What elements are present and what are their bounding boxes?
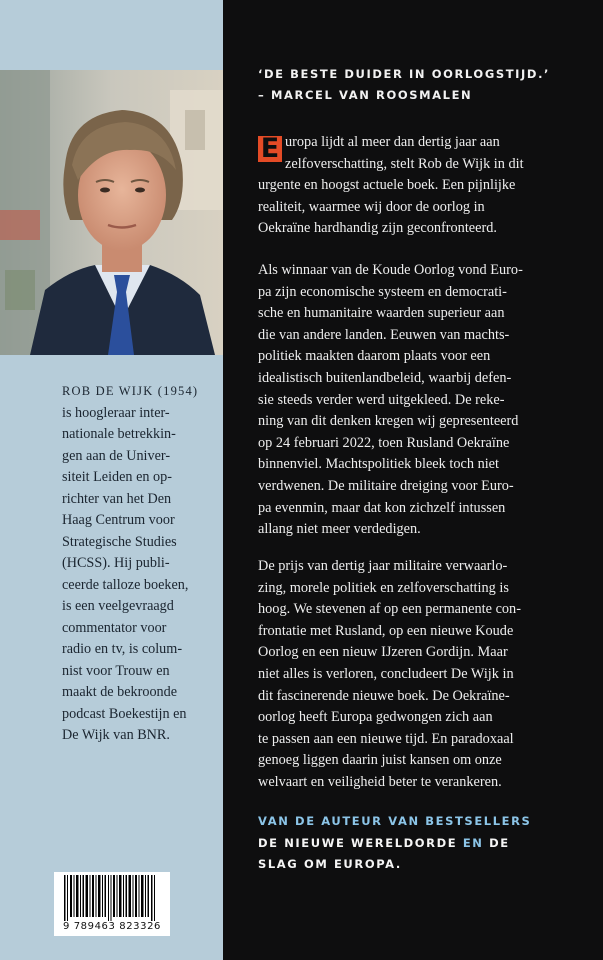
text-line: sie steeds verder werd uitgekleed. De reke- [258, 391, 505, 408]
bio-line: (HCSS). Hij publi- [62, 555, 170, 571]
review-quote [258, 64, 578, 106]
quote-attribution: – MARCEL VAN ROOSMALEN [258, 88, 473, 102]
text-line: politiek maakten daarom plaats voor een [258, 348, 491, 365]
barcode [54, 872, 170, 936]
dropcap-letter: E [260, 133, 280, 164]
text-line: idealistisch buitenlandbeleid, waarbij defen- [258, 369, 512, 386]
text-line: zing, morele politiek en zelfoverschatting is [258, 579, 509, 596]
text-line: oorlog heeft Europa gedwongen zich aan [258, 709, 493, 726]
text-line: realiteit, waarmee wij door de oorlog in [258, 198, 485, 215]
barcode-icon [54, 872, 170, 922]
text-line: niet alles is verloren, concludeert De Wijk in [258, 665, 514, 682]
text-line: verdwenen. De militaire dreiging voor Euro- [258, 477, 514, 494]
paragraph-cold-war [258, 260, 583, 541]
bio-line: maakt de bekroonde [62, 684, 178, 700]
text-line: frontatie met Rusland, op een nieuwe Koude [258, 622, 514, 639]
bio-line: Strategische Studies [62, 533, 177, 550]
paragraph-intro [258, 132, 583, 240]
quote-text: ‘DE BESTE DUIDER IN OORLOGSTIJD.’ [258, 67, 551, 81]
text-line: uropa lijdt al meer dan dertig jaar aan [285, 134, 500, 150]
footer-tagline [258, 811, 588, 876]
footer-line [258, 833, 588, 855]
text-line: binnenviel. Machtspolitiek bleek toch niet [258, 456, 500, 473]
bio-line: gen aan de Univer- [62, 447, 171, 464]
text-line: te passen aan een nieuwe tijd. En paradoxaal [258, 730, 514, 747]
bio-line: richter van het Den [62, 490, 172, 507]
text-line: hoog. We stevenen af op een permanente con- [258, 601, 521, 618]
author-photo [0, 70, 223, 355]
text-line: Oekraïne hardhandig zijn geconfronteerd. [258, 220, 497, 237]
bio-line: nist voor Trouw en [62, 662, 170, 679]
text-line: pa zijn economische systeem en democrati- [258, 283, 507, 300]
bio-line: radio en tv, is colum- [62, 641, 183, 657]
bio-line: Haag Centrum voor [62, 512, 175, 528]
bio-line: ROB DE WIJK (1954) [62, 384, 199, 398]
text-line: op 24 februari 2022, toen Rusland Oekraïne [258, 434, 510, 451]
footer-title-2a: DE [489, 835, 510, 850]
footer-line: VAN DE AUTEUR VAN BESTSELLERS [258, 814, 532, 828]
footer-title-2b: SLAG OM EUROPA. [258, 857, 402, 871]
text-line: sche en humanitaire waarden superieur aan [258, 305, 505, 322]
text-line: Oorlog en een nieuw IJzeren Gordijn. Maar [258, 644, 508, 661]
bio-line: podcast Boekestijn en [62, 705, 187, 722]
bio-line: De Wijk van BNR. [62, 727, 170, 743]
footer-connector: EN [457, 835, 490, 850]
text-line: zelfoverschatting, stelt Rob de Wijk in dit [285, 155, 524, 172]
text-line: urgente en hoogst actuele boek. Een pijnlijke [258, 177, 516, 194]
text-line: allang niet meer verdedigen. [258, 521, 421, 538]
text-line: dit fascinerende nieuwe boek. De Oekraïne- [258, 687, 510, 704]
text-line: Als winnaar van de Koude Oorlog vond Euro- [258, 262, 523, 278]
text-line: ning van dit denken kregen wij gepresenteerd [258, 413, 519, 430]
author-portrait-icon [0, 70, 223, 355]
paragraph-price [258, 556, 583, 794]
bio-line: commentator voor [62, 619, 167, 636]
text-line: De prijs van dertig jaar militaire verwaarlo- [258, 558, 508, 574]
bio-line: ceerde talloze boeken, [62, 576, 189, 593]
text-line: welvaart en veiligheid beter te verankeren. [258, 773, 502, 790]
bio-line: siteit Leiden en op- [62, 469, 172, 485]
author-bio [62, 381, 222, 747]
bio-line: nationale betrekkin- [62, 426, 176, 442]
footer-title-1: DE NIEUWE WERELDORDE [258, 835, 458, 850]
bio-line: is hoogleraar inter- [62, 404, 170, 421]
bio-line: is een veelgevraagd [62, 598, 174, 614]
text-line: die van andere landen. Eeuwen van machts- [258, 326, 510, 343]
barcode-digits: 9 789463 823326 [62, 921, 162, 932]
text-line: pa evenmin, maar dat kon zichzelf intussen [258, 499, 506, 516]
text-line: genoeg liggen daarin juist kansen om onze [258, 752, 502, 769]
